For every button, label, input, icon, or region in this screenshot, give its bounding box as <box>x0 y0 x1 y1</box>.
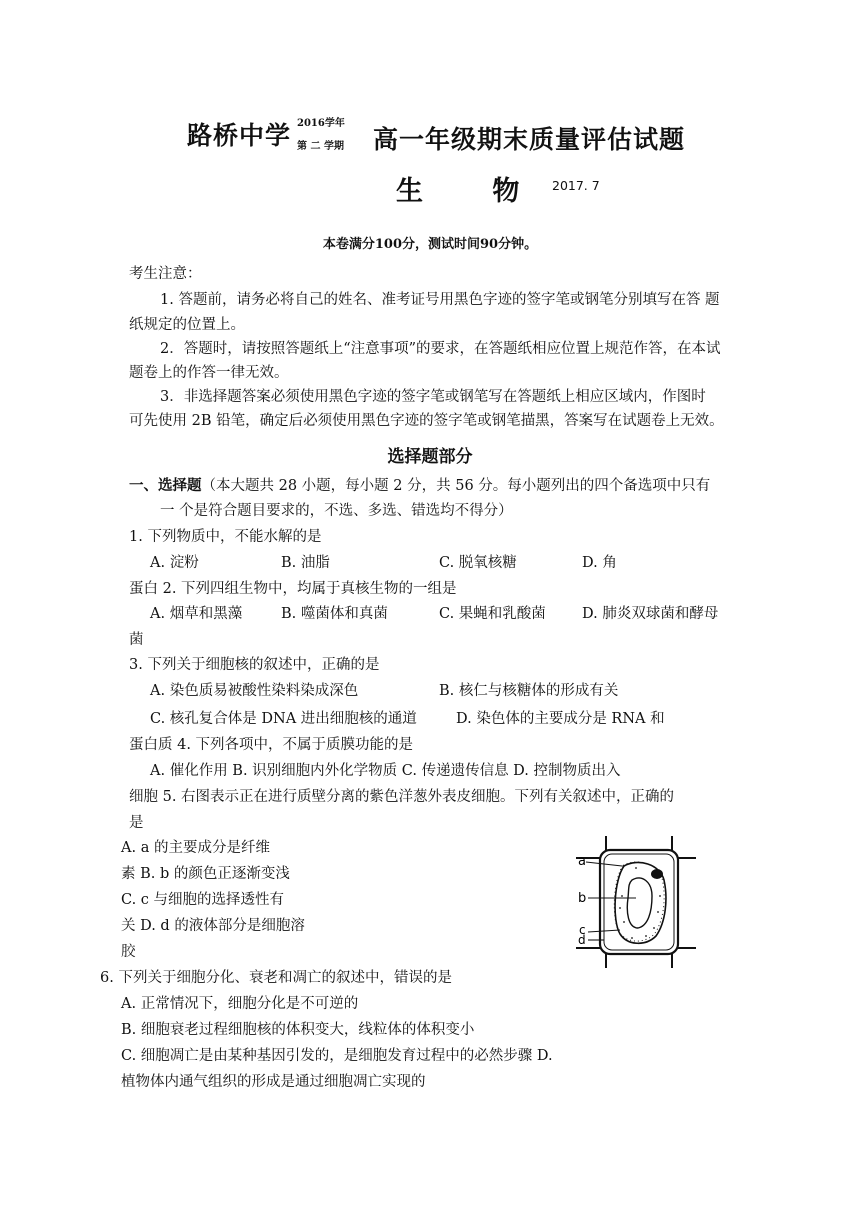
part1-desc: （本大题共 28 小题，每小题 2 分，共 56 分。每小题列出的四个备选项中只有 <box>201 478 711 494</box>
figure-label-d: d <box>578 933 586 947</box>
section-title: 选择题部分 <box>387 447 473 467</box>
question-6: 6. 下列关于细胞分化、衰老和凋亡的叙述中，错误的是 <box>100 970 452 986</box>
exam-date: 2017. 7 <box>552 178 600 193</box>
q2-option-b: B. 噬菌体和真菌 <box>281 606 388 622</box>
q3-option-a: A. 染色质易被酸性染料染成深色 <box>150 683 359 699</box>
q3-option-c: C. 核孔复合体是 DNA 进出细胞核的通道 <box>150 711 417 727</box>
q6-option-b: B. 细胞衰老过程细胞核的体积变大，线粒体的体积变小 <box>121 1022 475 1038</box>
q2-option-c: C. 果蝇和乳酸菌 <box>439 606 546 622</box>
q5-option-c: C. c 与细胞的选择透性有 <box>121 892 285 908</box>
q5-tail: 是 <box>129 815 144 831</box>
notice-line: 1. 答题前，请务必将自己的姓名、准考证号用黑色字迹的签字笔或钢笔分别填写在答 题 <box>160 292 720 308</box>
q5-option-b: 素 B. b 的颜色正逐渐变浅 <box>121 866 290 882</box>
notice-line: 3．非选择题答案必须使用黑色字迹的签字笔或钢笔写在答题纸上相应区域内，作图时 <box>160 389 706 405</box>
figure-label-b: b <box>578 891 587 906</box>
school-name: 路桥中学 <box>187 121 292 150</box>
part1-intro <box>129 476 710 496</box>
figure-label-a: a <box>578 854 586 869</box>
notice-line: 可先使用 2B 铅笔，确定后必须使用黑色字迹的签字笔或钢笔描黑，答案写在试题卷上无效。 <box>129 413 724 429</box>
notice-heading: 考生注意： <box>129 266 202 282</box>
exam-title: 高一年级期末质量评估试题 <box>373 125 686 154</box>
part1-desc2: 一 个是符合题目要求的，不选、多选、错选均不得分） <box>160 503 513 519</box>
q2-option-d: D. 肺炎双球菌和酵母 <box>582 606 719 622</box>
q1-option-d: D. 角 <box>582 555 617 571</box>
question-4: 蛋白质 4. 下列各项中，不属于质膜功能的是 <box>129 737 414 753</box>
q5-option-a: A. a 的主要成分是纤维 <box>121 840 270 856</box>
q3-option-d: D. 染色体的主要成分是 RNA 和 <box>456 711 665 727</box>
question-3: 3. 下列关于细胞核的叙述中，正确的是 <box>129 657 380 673</box>
school-year: 2016学年 <box>297 118 345 129</box>
plasmolysis-cell-figure <box>576 836 696 968</box>
school-term: 第 二 学期 <box>297 141 344 152</box>
q1-option-b: B. 油脂 <box>281 555 330 571</box>
q5-option-d: 关 D. d 的液体部分是细胞溶 <box>121 918 305 934</box>
notice-line: 题卷上的作答一律无效。 <box>129 365 289 381</box>
exam-note: 本卷满分100分，测试时间90分钟。 <box>322 237 538 252</box>
q2-option-a: A. 烟草和黑藻 <box>150 606 243 622</box>
question-5: 细胞 5. 右图表示正在进行质壁分离的紫色洋葱外表皮细胞。下列有关叙述中，正确的 <box>129 789 675 805</box>
question-2: 蛋白 2. 下列四组生物中，均属于真核生物的一组是 <box>129 581 457 597</box>
q1-option-c: C. 脱氧核糖 <box>439 555 517 571</box>
q3-option-b: B. 核仁与核糖体的形成有关 <box>439 683 619 699</box>
subject-title: 生 物 <box>396 176 550 207</box>
question-1: 1. 下列物质中，不能水解的是 <box>129 529 322 545</box>
q6-option-d: 植物体内通气组织的形成是通过细胞凋亡实现的 <box>121 1074 426 1090</box>
notice-line: 2．答题时，请按照答题纸上“注意事项”的要求，在答题纸相应位置上规范作答，在本试 <box>160 341 721 357</box>
q6-option-a: A. 正常情况下，细胞分化是不可逆的 <box>121 996 359 1012</box>
notice-line: 纸规定的位置上。 <box>129 317 245 333</box>
part1-label: 一、选择题 <box>129 477 202 494</box>
q4-options: A. 催化作用 B. 识别细胞内外化学物质 C. 传递遗传信息 D. 控制物质出入 <box>150 763 621 779</box>
figure-label-c: c <box>579 923 586 937</box>
q6-option-c: C. 细胞凋亡是由某种基因引发的，是细胞发育过程中的必然步骤 D. <box>121 1048 553 1064</box>
q2-tail: 菌 <box>129 632 144 648</box>
q1-option-a: A. 淀粉 <box>150 555 199 571</box>
q5-option-d-cont: 胶 <box>121 944 136 960</box>
